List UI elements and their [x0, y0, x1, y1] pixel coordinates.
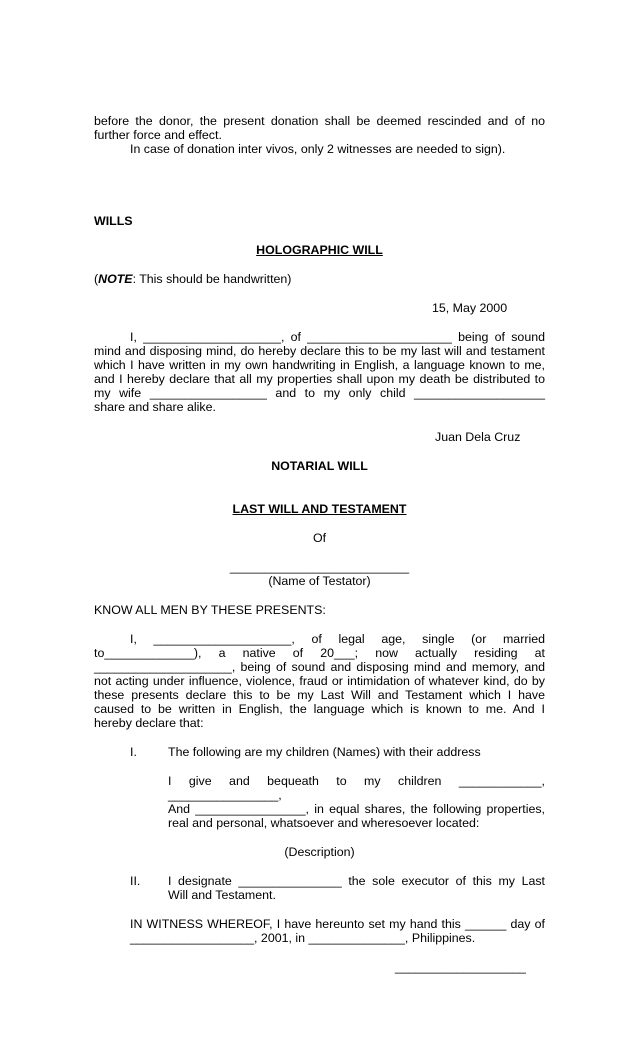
holographic-line-4: and I hereby declare that all my properties shall upon my death be distributed to — [94, 372, 545, 386]
holographic-date: 15, May 2000 — [432, 301, 508, 315]
description-label: (Description) — [284, 845, 355, 859]
item-2-line-1: I designate _______________ the sole executor of this my Last — [168, 874, 545, 888]
item-1-number: I. — [130, 745, 137, 759]
witness-line-2: __________________, 2001, in ______________, Philippines. — [130, 931, 476, 945]
note-open: ( — [94, 272, 99, 286]
notarial-line-2: to_____________), a native of 20___; now actually residing at — [94, 646, 545, 660]
last-will-title: LAST WILL AND TESTAMENT — [232, 502, 407, 516]
testator-name-line: __________________________ — [229, 560, 410, 574]
intro-line-3: In case of donation inter vivos, only 2 witnesses are needed to sign). — [130, 142, 506, 156]
intro-line-2: further force and effect. — [94, 128, 222, 142]
holographic-line-3: which I have written in my own handwriting in English, a language known to me, — [94, 358, 545, 372]
holographic-line-2: mind and disposing mind, do hereby declare this to be my last will and testament — [94, 344, 545, 358]
notarial-will-heading: NOTARIAL WILL — [271, 459, 368, 473]
notarial-line-1: I, ____________________, of legal age, single (or married — [130, 632, 545, 646]
bequeath-line-4: real and personal, whatsoever and wheresoever located: — [168, 816, 480, 830]
bequeath-line-1: I give and bequeath to my children ____________, — [168, 774, 545, 788]
holographic-line-5: my wife _________________ and to my only child ___________________ — [94, 386, 545, 400]
holographic-line-1: I, ____________________, of _____________________ being of sound — [130, 330, 545, 344]
wills-heading: WILLS — [94, 214, 133, 228]
note-text: : This should be handwritten) — [132, 272, 292, 286]
testator-name-caption: (Name of Testator) — [268, 574, 371, 588]
notarial-line-5: these presents declare this to be my Last Will and Testament which I have — [94, 688, 545, 702]
witness-line-1: IN WITNESS WHEREOF, I have hereunto set my hand this ______ day of — [130, 917, 545, 931]
holographic-signature: Juan Dela Cruz — [435, 430, 521, 444]
of-label: Of — [312, 531, 327, 545]
notarial-line-6: caused to be written in English, the language which is known to me. And I — [94, 702, 545, 716]
intro-line-1: before the donor, the present donation shall be deemed rescinded and of no — [94, 114, 545, 128]
holographic-last-line: share and share alike. — [94, 400, 216, 414]
signature-line: ___________________ — [395, 960, 526, 974]
bequeath-line-2: ________________, — [168, 788, 282, 802]
note-label: NOTE — [98, 272, 133, 286]
know-all-men: KNOW ALL MEN BY THESE PRESENTS: — [94, 603, 326, 617]
notarial-line-4: not acting under influence, violence, fraud or intimidation of whatever kind, do by — [94, 674, 545, 688]
holographic-note — [94, 272, 291, 287]
bequeath-line-3: And ________________, in equal shares, the following properties, — [168, 802, 545, 816]
item-1-text: The following are my children (Names) with their address — [168, 745, 481, 759]
holographic-will-title: HOLOGRAPHIC WILL — [256, 243, 383, 257]
item-2-line-2: Will and Testament. — [168, 888, 276, 902]
item-2-number: II. — [130, 874, 141, 888]
notarial-last-line: hereby declare that: — [94, 716, 204, 730]
notarial-line-3: ____________________, being of sound and disposing mind and memory, and — [94, 660, 545, 674]
